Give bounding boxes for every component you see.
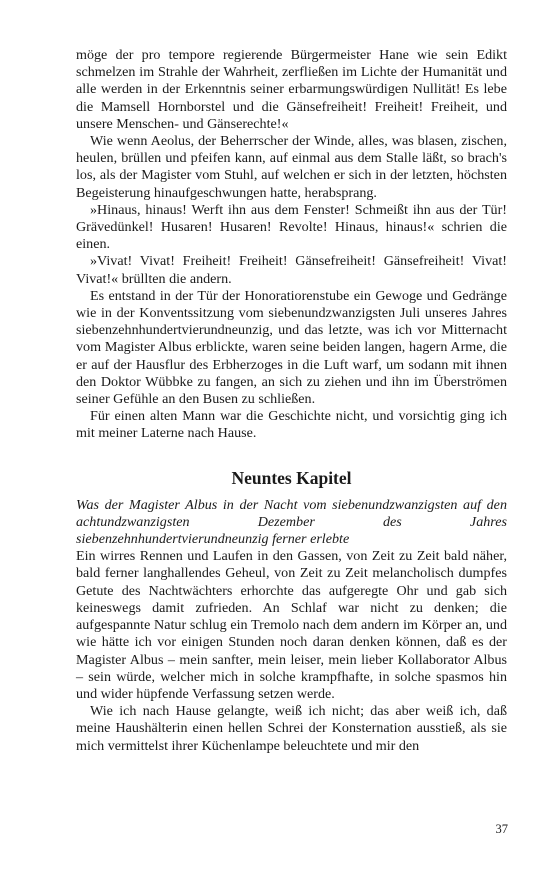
paragraph: Es entstand in der Tür der Honoratiorenstube ein Gewoge und Gedränge wie in der Konventssitzung vom siebenundzwanzigsten Juli unseres Jahres siebenzehnhundertvierundneunzig, und das letzte, was ich vor Mitternacht vom Magister Albus erblickte, waren seine beiden langen, hagern Arme, die er auf der Hausflur des Erbherzoges in die Luft warf, um sodann mit ihnen den Doktor Wübbke zu fangen, an sich zu ziehen und ihn im Überströmen seiner Gefühle an den Busen zu schließen. [76, 287, 507, 408]
paragraph: Wie wenn Aeolus, der Beherrscher der Winde, alles, was blasen, zischen, heulen, brüllen und pfeifen kann, auf einmal aus dem Stalle läßt, so brach's los, als der Magister vom Stuhl, auf welchen er sich in der letzten, höchsten Begeisterung hinaufgeschwungen hatte, herabsprang. [76, 133, 507, 201]
paragraph: »Vivat! Vivat! Freiheit! Freiheit! Gänsefreiheit! Gänsefreiheit! Vivat! Vivat!« brüllten die andern. [76, 253, 507, 287]
paragraph: Für einen alten Mann war die Geschichte nicht, und vorsichtig ging ich mit meiner Laterne nach Hause. [76, 408, 507, 442]
paragraph: Ein wirres Rennen und Laufen in den Gassen, von Zeit zu Zeit bald näher, bald ferner langhallendes Geheul, von Zeit zu Zeit melancholisch dumpfes Getute des Nachtwächters erhorchte das aufgeregte Ohr und gab sich keineswegs damit zufrieden. An Schlaf war nicht zu denken; die aufgespannte Natur schlug ein Tremolo nach dem andern im Körper an, und wie hätte ich vor einigen Stunden noch daran denken können, daß es der Magister Albus – mein sanfter, mein leiser, mein lieber Kollaborator Albus – sein würde, welcher mich in solche krampfhafte, in solche spasmos hin und wider hüpfende Verfassung setzen werde. [76, 548, 507, 702]
page-number: 37 [495, 822, 508, 836]
book-page [76, 47, 507, 755]
paragraph: möge der pro tempore regierende Bürgermeister Hane wie sein Edikt schmelzen im Strahle der Wahrheit, zerfließen im Lichte der Humanität und alle werden in der Erkenntnis seiner erbarmungswürdigen Nullität! Es lebe die Mamsell Hornborstel und die Gänsefreiheit! Freiheit! Freiheit, und unsere Menschen- und Gänserechte!« [76, 47, 507, 132]
chapter-subtitle: Was der Magister Albus in der Nacht vom siebenundzwanzigsten auf den achtundzwanzigsten Dezember des Jahres siebenzehnhundertvierundneunzig ferner erlebte [76, 496, 507, 548]
text-block-bottom [76, 548, 507, 754]
chapter-title: Neuntes Kapitel [231, 467, 352, 488]
paragraph: »Hinaus, hinaus! Werft ihn aus dem Fenster! Schmeißt ihn aus der Tür! Grävedünkel! Husaren! Husaren! Revolte! Hinaus, hinaus!« schrien die einen. [76, 201, 507, 253]
text-block-top [76, 47, 507, 443]
paragraph: Wie ich nach Hause gelangte, weiß ich nicht; das aber weiß ich, daß meine Haushälterin einen hellen Schrei der Konsternation ausstieß, als sie mich vermittelst ihrer Küchenlampe beleuchtete und mir den [76, 703, 507, 754]
